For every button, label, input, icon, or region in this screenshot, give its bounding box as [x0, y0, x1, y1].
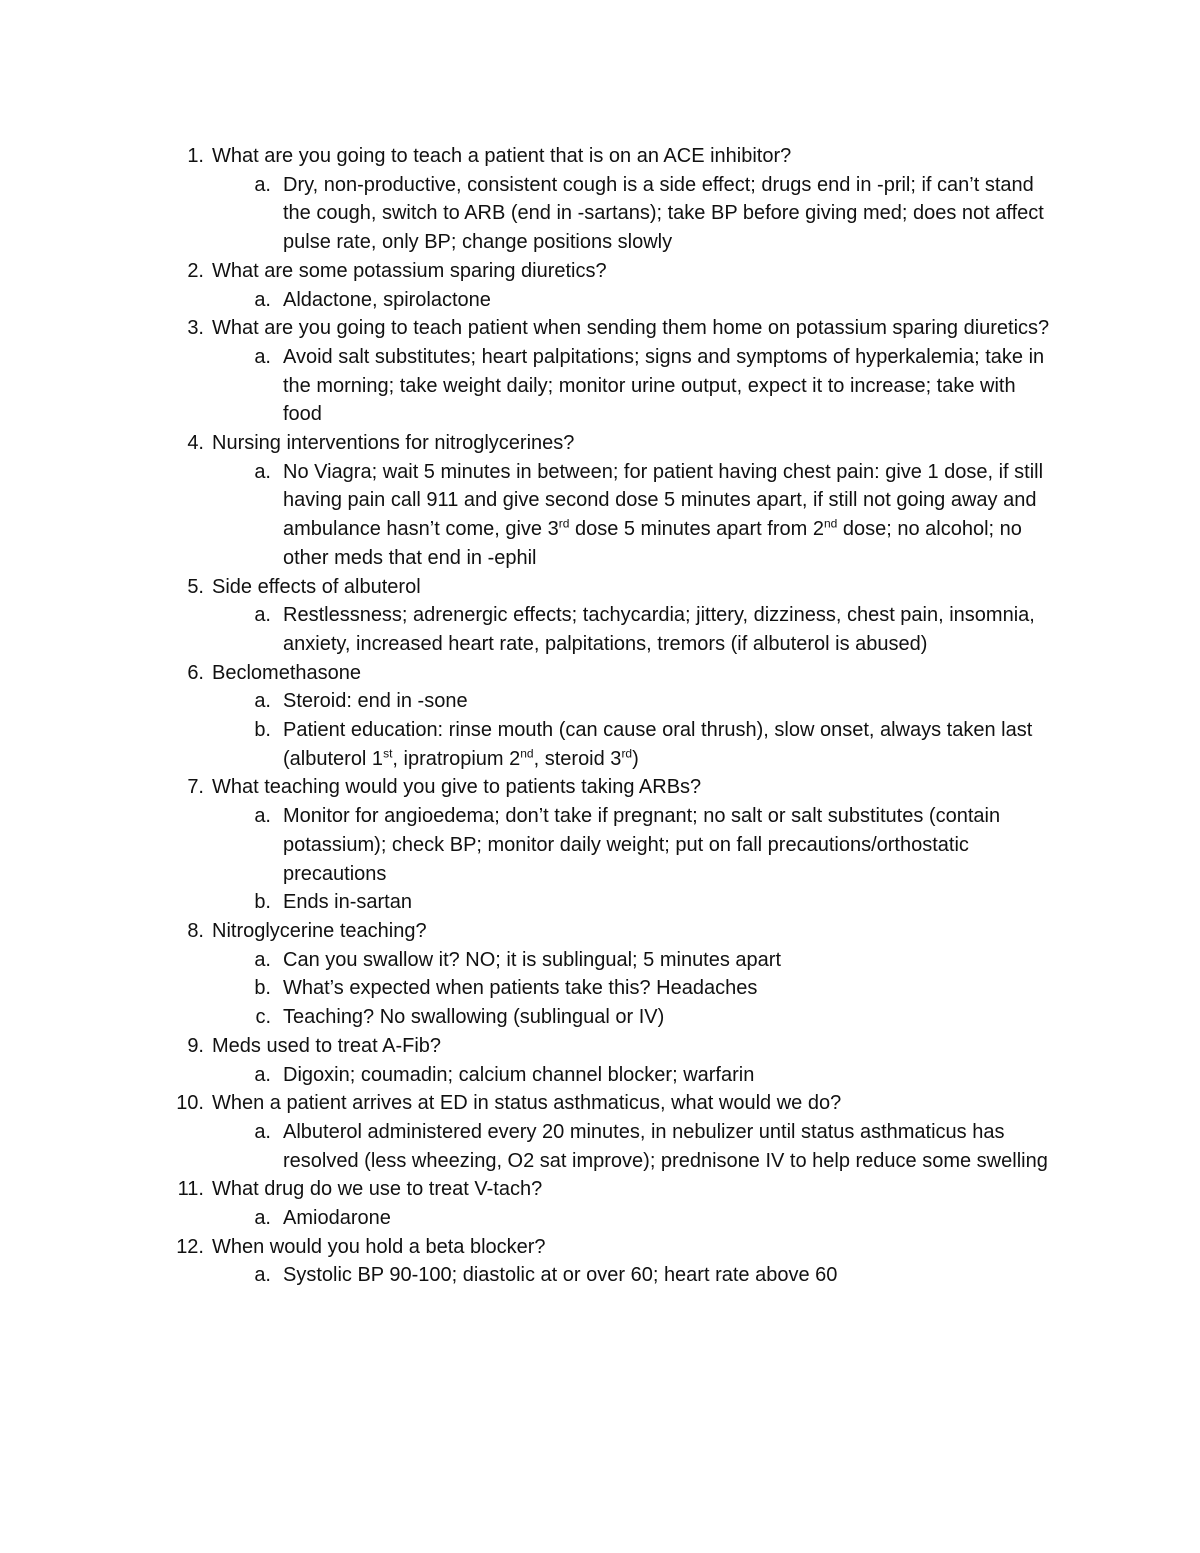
question-text: Nitroglycerine teaching?	[212, 919, 427, 942]
answer-text-segment: Patient education: rinse mouth (can cause oral thrush), slow onset, always taken last (albuterol 1	[283, 719, 1033, 770]
question-number: 3.	[187, 317, 204, 340]
answer-letter: b.	[254, 891, 271, 914]
question-text: When would you hold a beta blocker?	[212, 1235, 546, 1258]
answer-letter: a.	[254, 1120, 271, 1143]
answer-text-segment: )	[632, 747, 639, 770]
question-text: What are you going to teach a patient that is on an ACE inhibitor?	[212, 145, 792, 167]
answer-item	[0, 716, 1200, 773]
question-item	[0, 659, 1200, 688]
answer-text	[283, 458, 1060, 573]
question-text: What are you going to teach patient when sending them home on potassium sparing diuretics?	[212, 317, 1050, 340]
answer-letter: b.	[254, 719, 271, 742]
answer-letter: a.	[254, 805, 271, 828]
question-item	[0, 917, 1200, 946]
question-number: 2.	[187, 259, 204, 282]
ordinal-superscript: rd	[558, 516, 570, 531]
ordinal-superscript: nd	[520, 746, 534, 761]
question-text: What teaching would you give to patients taking ARBs?	[212, 776, 702, 799]
answer-letter: a.	[254, 288, 271, 311]
question-text: When a patient arrives at ED in status asthmaticus, what would we do?	[212, 1092, 842, 1115]
answer-text: Monitor for angioedema; don’t take if pregnant; no salt or salt substitutes (contain potassium); check BP; monitor daily weight; put on fall precautions/orthostatic precautions	[283, 805, 1001, 885]
answer-text: Amiodarone	[283, 1207, 391, 1230]
answer-text-segment: , steroid 3	[533, 747, 622, 770]
answer-letter: a.	[254, 173, 271, 196]
answer-text-segment: dose; no alcohol; no other meds that end in -ephil	[283, 518, 1022, 569]
ordinal-superscript: rd	[621, 746, 633, 761]
answer-item	[0, 888, 1200, 917]
answer-letter: a.	[254, 604, 271, 627]
answer-item	[0, 1261, 1200, 1290]
question-item	[0, 1233, 1200, 1262]
question-text: Beclomethasone	[212, 661, 361, 684]
answer-item	[0, 601, 1200, 658]
answer-letter: b.	[254, 977, 271, 1000]
question-number: 6.	[187, 661, 204, 684]
answer-item	[0, 1061, 1200, 1090]
answer-item	[0, 1118, 1200, 1175]
question-item	[0, 142, 1200, 171]
answer-text: What’s expected when patients take this? Headaches	[283, 977, 758, 1000]
question-number: 10.	[176, 1092, 204, 1115]
answer-item	[0, 343, 1200, 429]
question-item	[0, 773, 1200, 802]
answer-item	[0, 1204, 1200, 1233]
answer-text: Steroid: end in -sone	[283, 690, 468, 713]
answer-text: Systolic BP 90-100; diastolic at or over 60; heart rate above 60	[283, 1264, 838, 1287]
answer-text-segment: dose 5 minutes apart from 2	[569, 518, 824, 541]
ordinal-superscript: st	[383, 746, 393, 761]
ordinal-superscript: nd	[823, 516, 838, 531]
answer-letter: c.	[255, 1006, 271, 1029]
question-item	[0, 1032, 1200, 1061]
question-text: What drug do we use to treat V-tach?	[212, 1178, 543, 1201]
answer-item	[0, 974, 1200, 1003]
question-text: Side effects of albuterol	[212, 575, 421, 598]
answer-item	[0, 687, 1200, 716]
answer-item	[0, 458, 1200, 573]
question-item	[0, 429, 1200, 458]
question-list	[0, 142, 1200, 1290]
answer-text: Ends in-sartan	[283, 891, 412, 914]
answer-item	[0, 802, 1200, 888]
question-item	[0, 573, 1200, 602]
answer-letter: a.	[254, 460, 271, 483]
question-text: Nursing interventions for nitroglycerines?	[212, 432, 575, 455]
question-number: 4.	[187, 432, 204, 455]
question-number: 1.	[187, 145, 204, 167]
answer-text: Avoid salt substitutes; heart palpitations; signs and symptoms of hyperkalemia; take in the morning; take weight daily; monitor urine output, expect it to increase; take with food	[283, 345, 1045, 426]
question-text: What are some potassium sparing diuretics?	[212, 259, 607, 282]
question-text: Meds used to treat A-Fib?	[212, 1034, 442, 1057]
answer-text: Digoxin; coumadin; calcium channel blocker; warfarin	[283, 1063, 755, 1086]
answer-text: Dry, non-productive, consistent cough is a side effect; drugs end in -pril; if can’t stand the cough, switch to ARB (end in -sartans); take BP before giving med; does not affect pulse rate, only BP; change positions slowly	[283, 173, 1044, 254]
question-number: 8.	[187, 919, 204, 942]
answer-letter: a.	[254, 1063, 271, 1086]
question-number: 11.	[177, 1178, 204, 1201]
question-number: 12.	[176, 1235, 204, 1258]
question-item	[0, 1175, 1200, 1204]
answer-text	[283, 716, 1060, 773]
answer-text: Aldactone, spirolactone	[283, 288, 491, 311]
answer-item	[0, 171, 1200, 257]
question-number: 7.	[187, 776, 204, 799]
answer-text-segment: No Viagra; wait 5 minutes in between; for patient having chest pain: give 1 dose, if still having pain call 911 and give second dose 5 minutes apart, if still not going away and ambulance hasn’t come, give 3	[283, 460, 1044, 541]
question-item	[0, 1089, 1200, 1118]
answer-text: Restlessness; adrenergic effects; tachycardia; jittery, dizziness, chest pain, insomnia, anxiety, increased heart rate, palpitations, tremors (if albuterol is abused)	[283, 604, 1035, 655]
question-number: 5.	[187, 575, 204, 598]
question-item	[0, 314, 1200, 343]
answer-letter: a.	[254, 1207, 271, 1230]
question-number: 9.	[187, 1034, 204, 1057]
answer-text-segment: , ipratropium 2	[392, 747, 521, 770]
answer-item	[0, 1003, 1200, 1032]
answer-letter: a.	[254, 948, 271, 971]
answer-letter: a.	[254, 690, 271, 713]
answer-item	[0, 286, 1200, 315]
answer-text: Teaching? No swallowing (sublingual or IV)	[283, 1006, 665, 1029]
answer-letter: a.	[254, 1264, 271, 1287]
answer-text: Can you swallow it? NO; it is sublingual; 5 minutes apart	[283, 948, 782, 971]
question-item	[0, 257, 1200, 286]
answer-letter: a.	[254, 345, 271, 368]
answer-item	[0, 946, 1200, 975]
answer-text: Albuterol administered every 20 minutes, in nebulizer until status asthmaticus has resolved (less wheezing, O2 sat improve); prednisone IV to help reduce some swelling	[283, 1120, 1048, 1172]
